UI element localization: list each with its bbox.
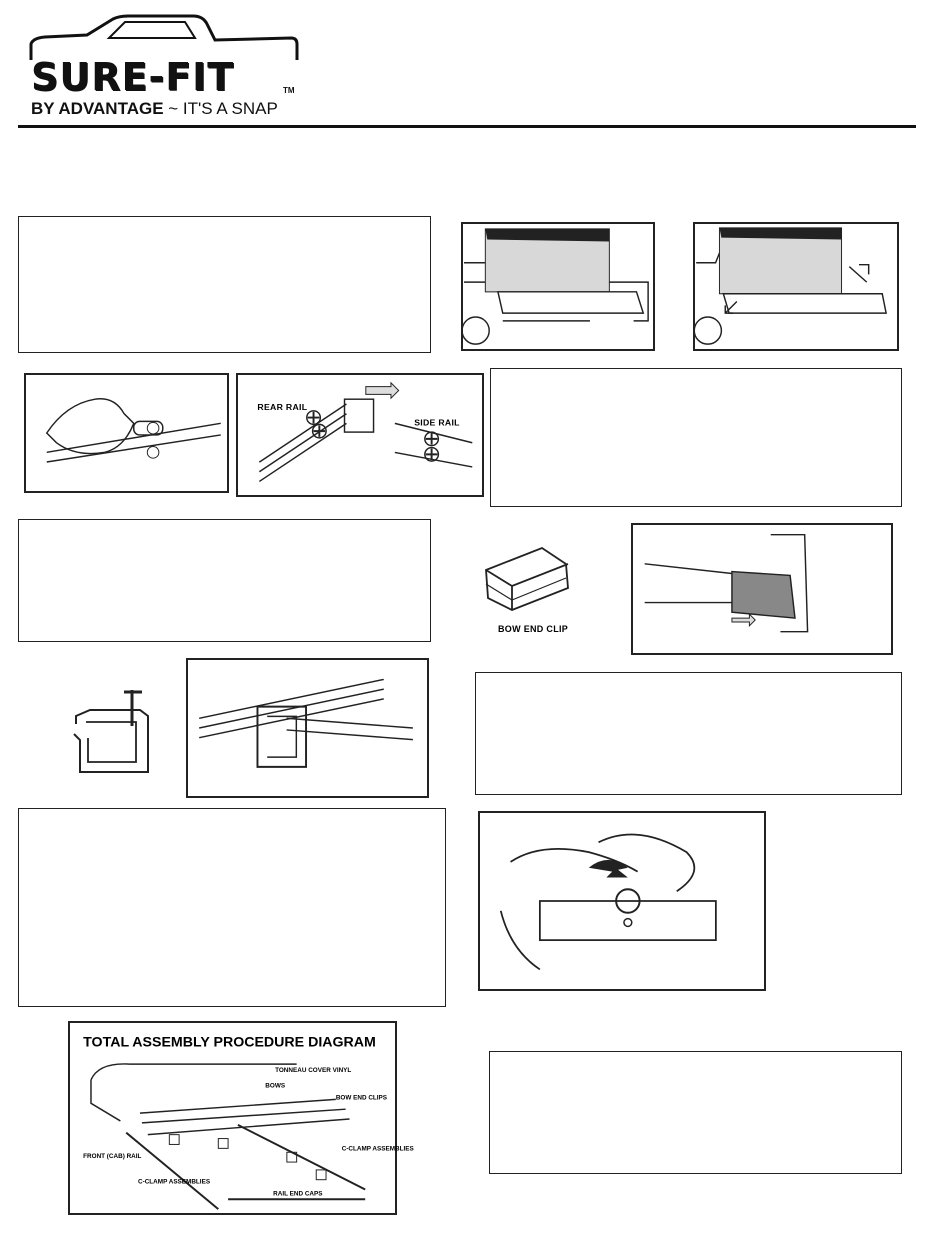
- truck-bed-illustration: [463, 224, 653, 349]
- instruction-box-5: [18, 808, 446, 1007]
- c-clamp-icon: [70, 686, 162, 786]
- clip-installation-illustration: [633, 525, 891, 653]
- bow-end-clips-label: BOW END CLIPS: [335, 1094, 388, 1102]
- bow-end-clip-figure: [472, 538, 590, 638]
- side-rail-label: SIDE RAIL: [414, 417, 460, 428]
- bow-end-clip-illustration: [472, 538, 590, 638]
- hand-tightening-illustration: [26, 375, 227, 491]
- truck-bed-rails-illustration: [695, 224, 897, 349]
- instruction-box-3: [18, 519, 431, 642]
- trademark-mark: TM: [283, 86, 295, 95]
- rail-end-caps-label: RAIL END CAPS: [273, 1190, 323, 1198]
- truck-bed-figure-1: [461, 222, 655, 351]
- truck-bed-figure-2: [693, 222, 899, 351]
- c-clamp-installed-illustration: [188, 660, 427, 796]
- hands-folding-illustration: [480, 813, 764, 989]
- assembly-diagram-illustration: [70, 1023, 414, 1213]
- rail-joint-illustration: [238, 375, 482, 495]
- bows-label: BOWS: [265, 1082, 286, 1090]
- rail-joint-figure: [236, 373, 484, 497]
- header-divider: [18, 125, 916, 128]
- instruction-box-1: [18, 216, 431, 353]
- instruction-box-2: [490, 368, 902, 507]
- c-clamp-right-label: C-CLAMP ASSEMBLIES: [341, 1145, 414, 1153]
- assembly-diagram-title: TOTAL ASSEMBLY PROCEDURE DIAGRAM: [83, 1034, 376, 1051]
- brand-tagline: [31, 100, 278, 117]
- assembly-diagram-figure: [68, 1021, 414, 1215]
- clip-installation-figure: [631, 523, 893, 655]
- brand-name: SURE-FIT: [31, 55, 235, 99]
- instruction-box-4: [475, 672, 902, 795]
- rear-rail-label: REAR RAIL: [257, 401, 308, 412]
- c-clamp-installed-figure: [186, 658, 429, 798]
- brand-logo: [25, 14, 303, 120]
- vinyl-label: TONNEAU COVER VINYL: [275, 1066, 352, 1074]
- front-rail-label: FRONT (CAB) RAIL: [83, 1153, 142, 1161]
- instruction-box-6: [489, 1051, 902, 1174]
- c-clamp-left-label: C-CLAMP ASSEMBLIES: [137, 1178, 211, 1186]
- tagline-company: BY ADVANTAGE: [31, 99, 164, 118]
- bow-end-clip-label: BOW END CLIP: [498, 624, 569, 634]
- c-clamp-figure: [70, 686, 162, 786]
- hand-tighten-figure: [24, 373, 229, 493]
- hands-folding-figure: [478, 811, 766, 991]
- tagline-slogan: ~ IT'S A SNAP: [168, 99, 278, 118]
